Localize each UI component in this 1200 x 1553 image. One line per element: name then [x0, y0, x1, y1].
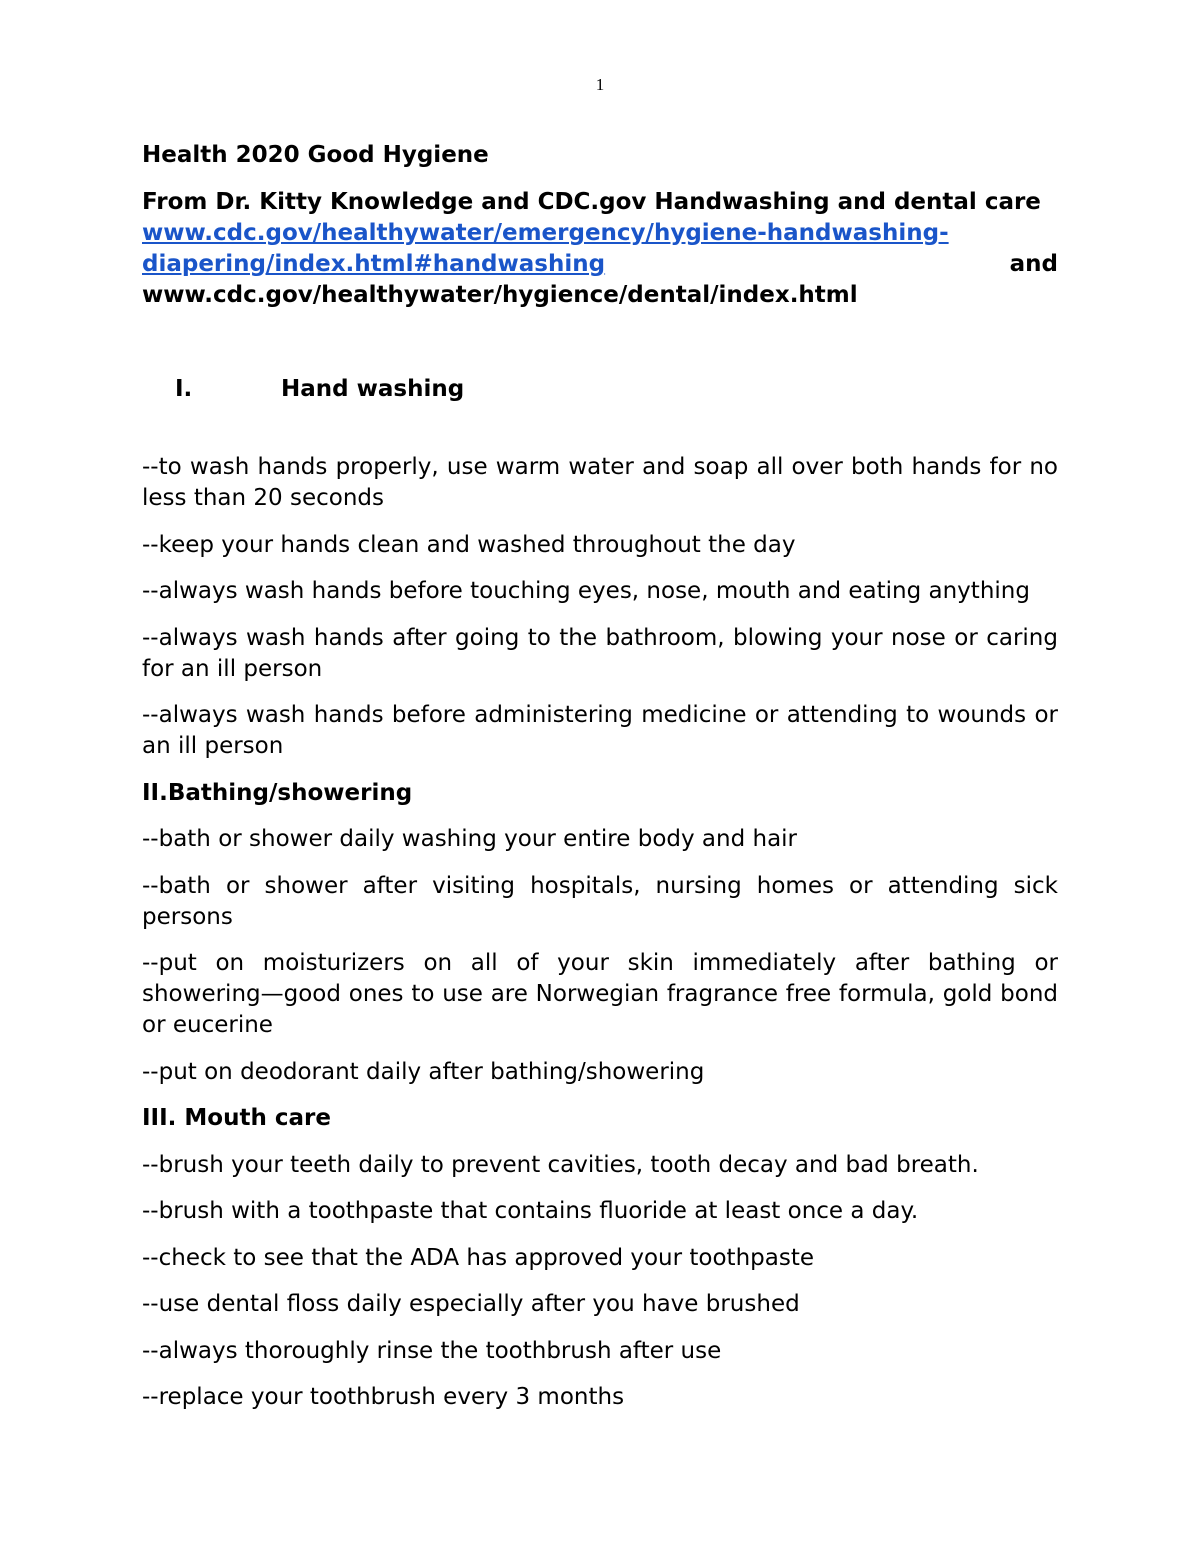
section-title: Hand washing [281, 376, 465, 402]
source-citation [142, 187, 1058, 311]
list-item: --brush your teeth daily to prevent cavities, tooth decay and bad breath. [142, 1151, 979, 1178]
section-mouth-care-heading: III. Mouth care [142, 1105, 331, 1131]
page-number: 1 [595, 75, 605, 94]
cdc-handwashing-link-continued[interactable]: diapering/index.html#handwashing [142, 251, 606, 277]
list-item: --use dental floss daily especially after you have brushed [142, 1291, 800, 1317]
section-hand-washing-heading [142, 374, 1058, 405]
list-item: --keep your hands clean and washed throughout the day [142, 531, 796, 558]
cdc-dental-url: www.cdc.gov/healthywater/hygience/dental/index.html [142, 282, 858, 308]
list-item: --always thoroughly rinse the toothbrush after use [142, 1337, 722, 1364]
list-item: --bath or shower daily washing your entire body and hair [142, 826, 798, 852]
list-item: --always wash hands after going to the bathroom, blowing your nose or caring for an ill person [142, 624, 1058, 682]
document-body [142, 140, 1058, 1429]
cdc-handwashing-link[interactable]: www.cdc.gov/healthywater/emergency/hygiene-handwashing- [142, 220, 949, 246]
list-item: --put on moisturizers on all of your skin immediately after bathing or showering—good ones to use are Norwegian fragrance free formula, gold bond or eucerine [142, 950, 1058, 1038]
document-title: Health 2020 Good Hygiene [142, 142, 489, 168]
list-item: --brush with a toothpaste that contains fluoride at least once a day. [142, 1198, 919, 1224]
list-item: --always wash hands before touching eyes, nose, mouth and eating anything [142, 578, 1030, 604]
source-intro: From Dr. Kitty Knowledge and CDC.gov Handwashing and dental care [142, 189, 1041, 215]
section-bathing-heading: II.Bathing/showering [142, 779, 413, 806]
list-item: --replace your toothbrush every 3 months [142, 1384, 625, 1410]
list-item: --always wash hands before administering medicine or attending to wounds or an ill person [142, 702, 1058, 759]
list-item: --put on deodorant daily after bathing/showering [142, 1058, 705, 1085]
list-item: --to wash hands properly, use warm water and soap all over both hands for no less than 20 seconds [142, 454, 1058, 511]
and-text: and [1009, 251, 1058, 277]
section-number: I. [175, 376, 193, 402]
list-item: --bath or shower after visiting hospitals, nursing homes or attending sick persons [142, 872, 1058, 930]
list-item: --check to see that the ADA has approved your toothpaste [142, 1244, 814, 1271]
